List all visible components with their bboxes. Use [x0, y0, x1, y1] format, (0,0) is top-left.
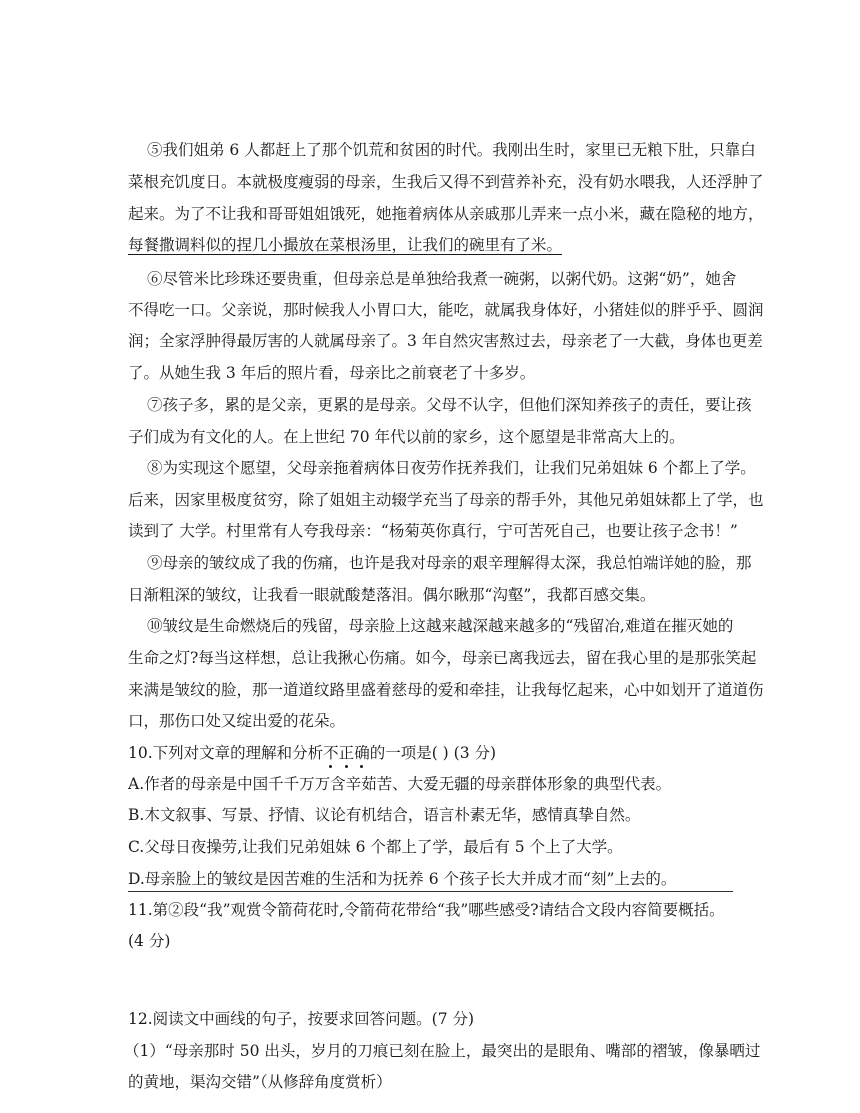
paragraph-7-line: ⑦孩子多，累的是父亲，更累的是母亲。父母不认字，但他们深知养孩子的责任，要让孩: [147, 396, 752, 414]
paragraph-5-line: 菜根充饥度日。本就极度瘦弱的母亲，生我后又得不到营养补充，没有奶水喂我，人还浮肿了: [128, 173, 764, 191]
paragraph-8-line: 读到了 大学。村里常有人夸我母亲：“杨菊英你真行，宁可苦死自己，也要让孩子念书！”: [128, 522, 738, 540]
question-10-option-a: A.作者的母亲是中国千千万万含辛茹苦、大爱无疆的母亲群体形象的典型代表。: [128, 775, 672, 793]
paragraph-6-line: 润；全家浮肿得最厉害的人就属母亲了。3 年自然灾害熬过去，母亲老了一大截，身体也更差: [128, 332, 763, 350]
emphasis-dot-char: 不: [323, 744, 339, 762]
paragraph-10-line: 来满是皱纹的脸，那一道道纹路里盛着慈母的爱和牵挂，让我每忆起来，心中如划开了道道伤: [128, 681, 764, 699]
emphasis-dot-char: 确: [354, 744, 370, 762]
underlined-sentence: 每餐撒调料似的捏几小撮放在菜根汤里，让我们的碗里有了米。: [128, 236, 563, 254]
emphasis-dot-char: 正: [338, 744, 355, 762]
question-10-stem: 10.下列对文章的理解和分析不正确的一项是( ) (3 分): [128, 744, 497, 762]
question-10-option-d: D.母亲脸上的皱纹是因苦难的生活和为抚养 6 个孩子长大并成才而“刻”上去的。: [128, 870, 677, 888]
paragraph-10-line: 口，那伤口处又绽出爱的花朵。: [128, 712, 346, 730]
paragraph-5-line: 起来。为了不让我和哥哥姐姐饿死，她拖着病体从亲戚那儿弄来一点小米，藏在隐秘的地方，: [128, 205, 764, 223]
paragraph-6-line: 不得吃一口。父亲说，那时候我人小胃口大，能吃，就属我身体好，小猪娃似的胖乎乎、圆润: [128, 301, 764, 319]
question-11-points: (4 分): [128, 932, 171, 950]
paragraph-10-line: 生命之灯?每当这样想，总让我揪心伤痛。如今，母亲已离我远去，留在我心里的是那张笑起: [128, 649, 757, 667]
question-12-sub1-line: 的黄地，渠沟交错”（从修辞角度赏析）: [128, 1073, 392, 1091]
answer-line: [128, 891, 733, 892]
question-12-stem: 12.阅读文中画线的句子，按要求回答问题。(7 分): [128, 1010, 475, 1028]
question-11-stem: 11.第②段“我”观赏令箭荷花时,令箭荷花带给“我”哪些感受?请结合文段内容简要概括。: [128, 901, 725, 919]
paragraph-6-line: ⑥尽管米比珍珠还要贵重，但母亲总是单独给我煮一碗粥，以粥代奶。这粥“奶”，她舍: [147, 270, 737, 288]
paragraph-9-line: 日渐粗深的皱纹，让我看一眼就酸楚落泪。偶尔瞅那“沟壑”，我都百感交集。: [128, 586, 656, 604]
paragraph-5-line: [128, 235, 738, 255]
paragraph-8-line: 后来，因家里极度贫穷，除了姐姐主动辍学充当了母亲的帮手外，其他兄弟姐妹都上了学，也: [128, 491, 764, 509]
paragraph-6-line: 了。从她生我 3 年后的照片看，母亲比之前衰老了十多岁。: [128, 364, 536, 382]
question-10-option-c: C.父母日夜操劳,让我们兄弟姐妹 6 个都上了学，最后有 5 个上了大学。: [128, 838, 623, 856]
question-10-option-b: B.木文叙事、写景、抒情、议论有机结合，语言朴素无华，感情真挚自然。: [128, 806, 641, 824]
question-12-sub1-line: （1）“母亲那时 50 出头，岁月的刀痕已刻在脸上，最突出的是眼角、嘴部的褶皱，像暴晒过: [124, 1042, 761, 1060]
paragraph-8-line: ⑧为实现这个愿望，父母亲拖着病体日夜劳作抚养我们，让我们兄弟姐妹 6 个都上了学。: [147, 459, 756, 477]
paragraph-10-line: ⑩皱纹是生命燃烧后的残留，母亲脸上这越来越深越来越多的“残留冶,难道在摧灭她的: [147, 617, 734, 635]
paragraph-9-line: ⑨母亲的皱纹成了我的伤痛，也许是我对母亲的艰辛理解得太深，我总怕端详她的脸，那: [147, 554, 752, 572]
paragraph-7-line: 子们成为有文化的人。在上世纪 70 年代以前的家乡，这个愿望是非常高大上的。: [128, 428, 685, 446]
paragraph-5-line: ⑤我们姐弟 6 人都赶上了那个饥荒和贫困的时代。我刚出生时，家里已无粮下肚，只靠白: [147, 141, 756, 159]
